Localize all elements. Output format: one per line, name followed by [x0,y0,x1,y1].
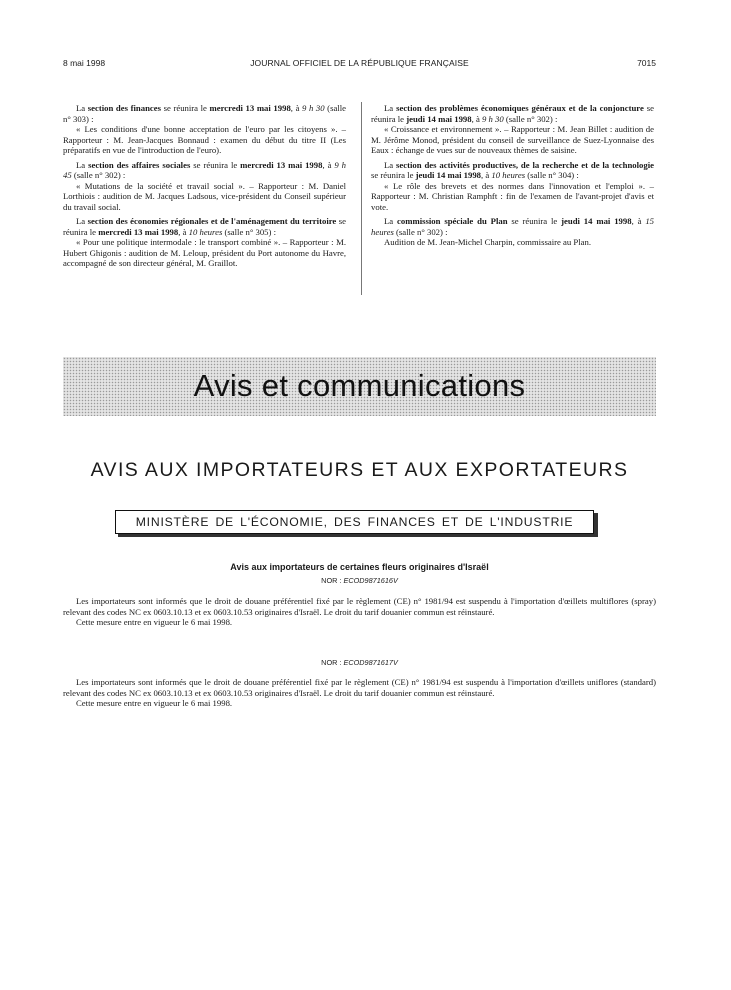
nor-reference-2: NOR : ECOD9871617V [321,658,398,667]
social-section-heading: La section des affaires sociales se réunira le mercredi 13 mai 1998, à 9 h 45 (salle n° 302) : [63,159,346,180]
nor-reference-1: NOR : ECOD9871616V [321,576,398,585]
page-number: 7015 [637,58,656,68]
section-title: AVIS AUX IMPORTATEURS ET AUX EXPORTATEURS [90,459,629,481]
page-header [63,58,656,70]
journal-title: JOURNAL OFFICIEL DE LA RÉPUBLIQUE FRANÇAISE [250,58,469,68]
productive-section-agenda: « Le rôle des brevets et des normes dans l'innovation et l'emploi ». – Rapporteur : M. Christian Ramphft : fin de l'examen de l'avant-projet d'avis et vote. [371,180,654,212]
notice-body-1 [63,596,656,628]
notice-title: Avis aux importateurs de certaines fleurs originaires d'Israël [230,562,489,572]
notice-effect-date-1: Cette mesure entre en vigueur le 6 mai 1998. [76,617,233,627]
right-column [371,103,654,248]
regional-section-agenda: « Pour une politique intermodale : le transport combiné ». – Rapporteur : M. Hubert Ghigonis : audition de M. Leloup, président du Port autonome du Havre, accompagné de son directeur général, M. Graillot. [63,237,346,268]
social-section-agenda: « Mutations de la société et travail social ». – Rapporteur : M. Daniel Lorthiois : audition de M. Jacques Ladsous, vice-président du Conseil supérieur du travail social. [63,180,346,212]
column-divider [361,102,362,295]
header-date: 8 mai 1998 [63,58,106,68]
regional-section-heading: La section des économies régionales et de l'aménagement du territoire se réunira le mercredi 13 mai 1998, à 10 heures (salle n° 305) : [63,216,346,237]
finance-section-heading: La section des finances se réunira le mercredi 13 mai 1998, à 9 h 30 (salle n° 303) : [63,103,346,124]
notice-effect-date-2: Cette mesure entre en vigueur le 6 mai 1998. [76,698,233,708]
economy-section-agenda: « Croissance et environnement ». – Rapporteur : M. Jean Billet : audition de M. Jérôme Monod, président du conseil de surveillance de Suez-Lyonnaise des Eaux : échange de vues sur de nouveaux thèmes de saisine. [371,124,654,155]
avis-banner [63,357,656,416]
economy-section-heading: La section des problèmes économiques généraux et de la conjoncture se réunira le jeudi 14 mai 1998, à 9 h 30 (salle n° 302) : [371,103,654,124]
left-column [63,103,346,269]
plan-commission-agenda: Audition de M. Jean-Michel Charpin, commissaire au Plan. [384,237,592,247]
productive-section-heading: La section des activités productives, de la recherche et de la technologie se réunira le jeudi 14 mai 1998, à 10 heures (salle n° 304) : [371,159,654,180]
notice-text-2: Les importateurs sont informés que le droit de douane préférentiel fixé par le règlement (CE) n° 1981/94 est suspendu à l'importation d'œillets uniflores (standard) relevant des codes NC ex 0603.10.13 et ex 0603.10.53 originaires d'Israël. Le droit du tarif douanier commun est réinstauré. [63,677,656,698]
notice-text-1: Les importateurs sont informés que le droit de douane préférentiel fixé par le règlement (CE) n° 1981/94 est suspendu à l'importation d'œillets multiflores (spray) relevant des codes NC ex 0603.10.13 et ex 0603.10.53 originaires d'Israël. Le droit du tarif douanier commun est réinstauré. [63,596,656,617]
finance-section-agenda: « Les conditions d'une bonne acceptation de l'euro par les citoyens ». – Rapporteur : M. Jean-Jacques Bonnaud : examen du début du titre II (Les préparatifs en vue de l'introduction de l'euro). [63,124,346,155]
plan-commission-heading: La commission spéciale du Plan se réunira le jeudi 14 mai 1998, à 15 heures (salle n° 302) : [371,216,655,237]
banner-title: Avis et communications [193,368,526,403]
notice-body-2 [63,677,656,709]
ministry-box: MINISTÈRE DE L'ÉCONOMIE, DES FINANCES ET DE L'INDUSTRIE [115,510,594,534]
